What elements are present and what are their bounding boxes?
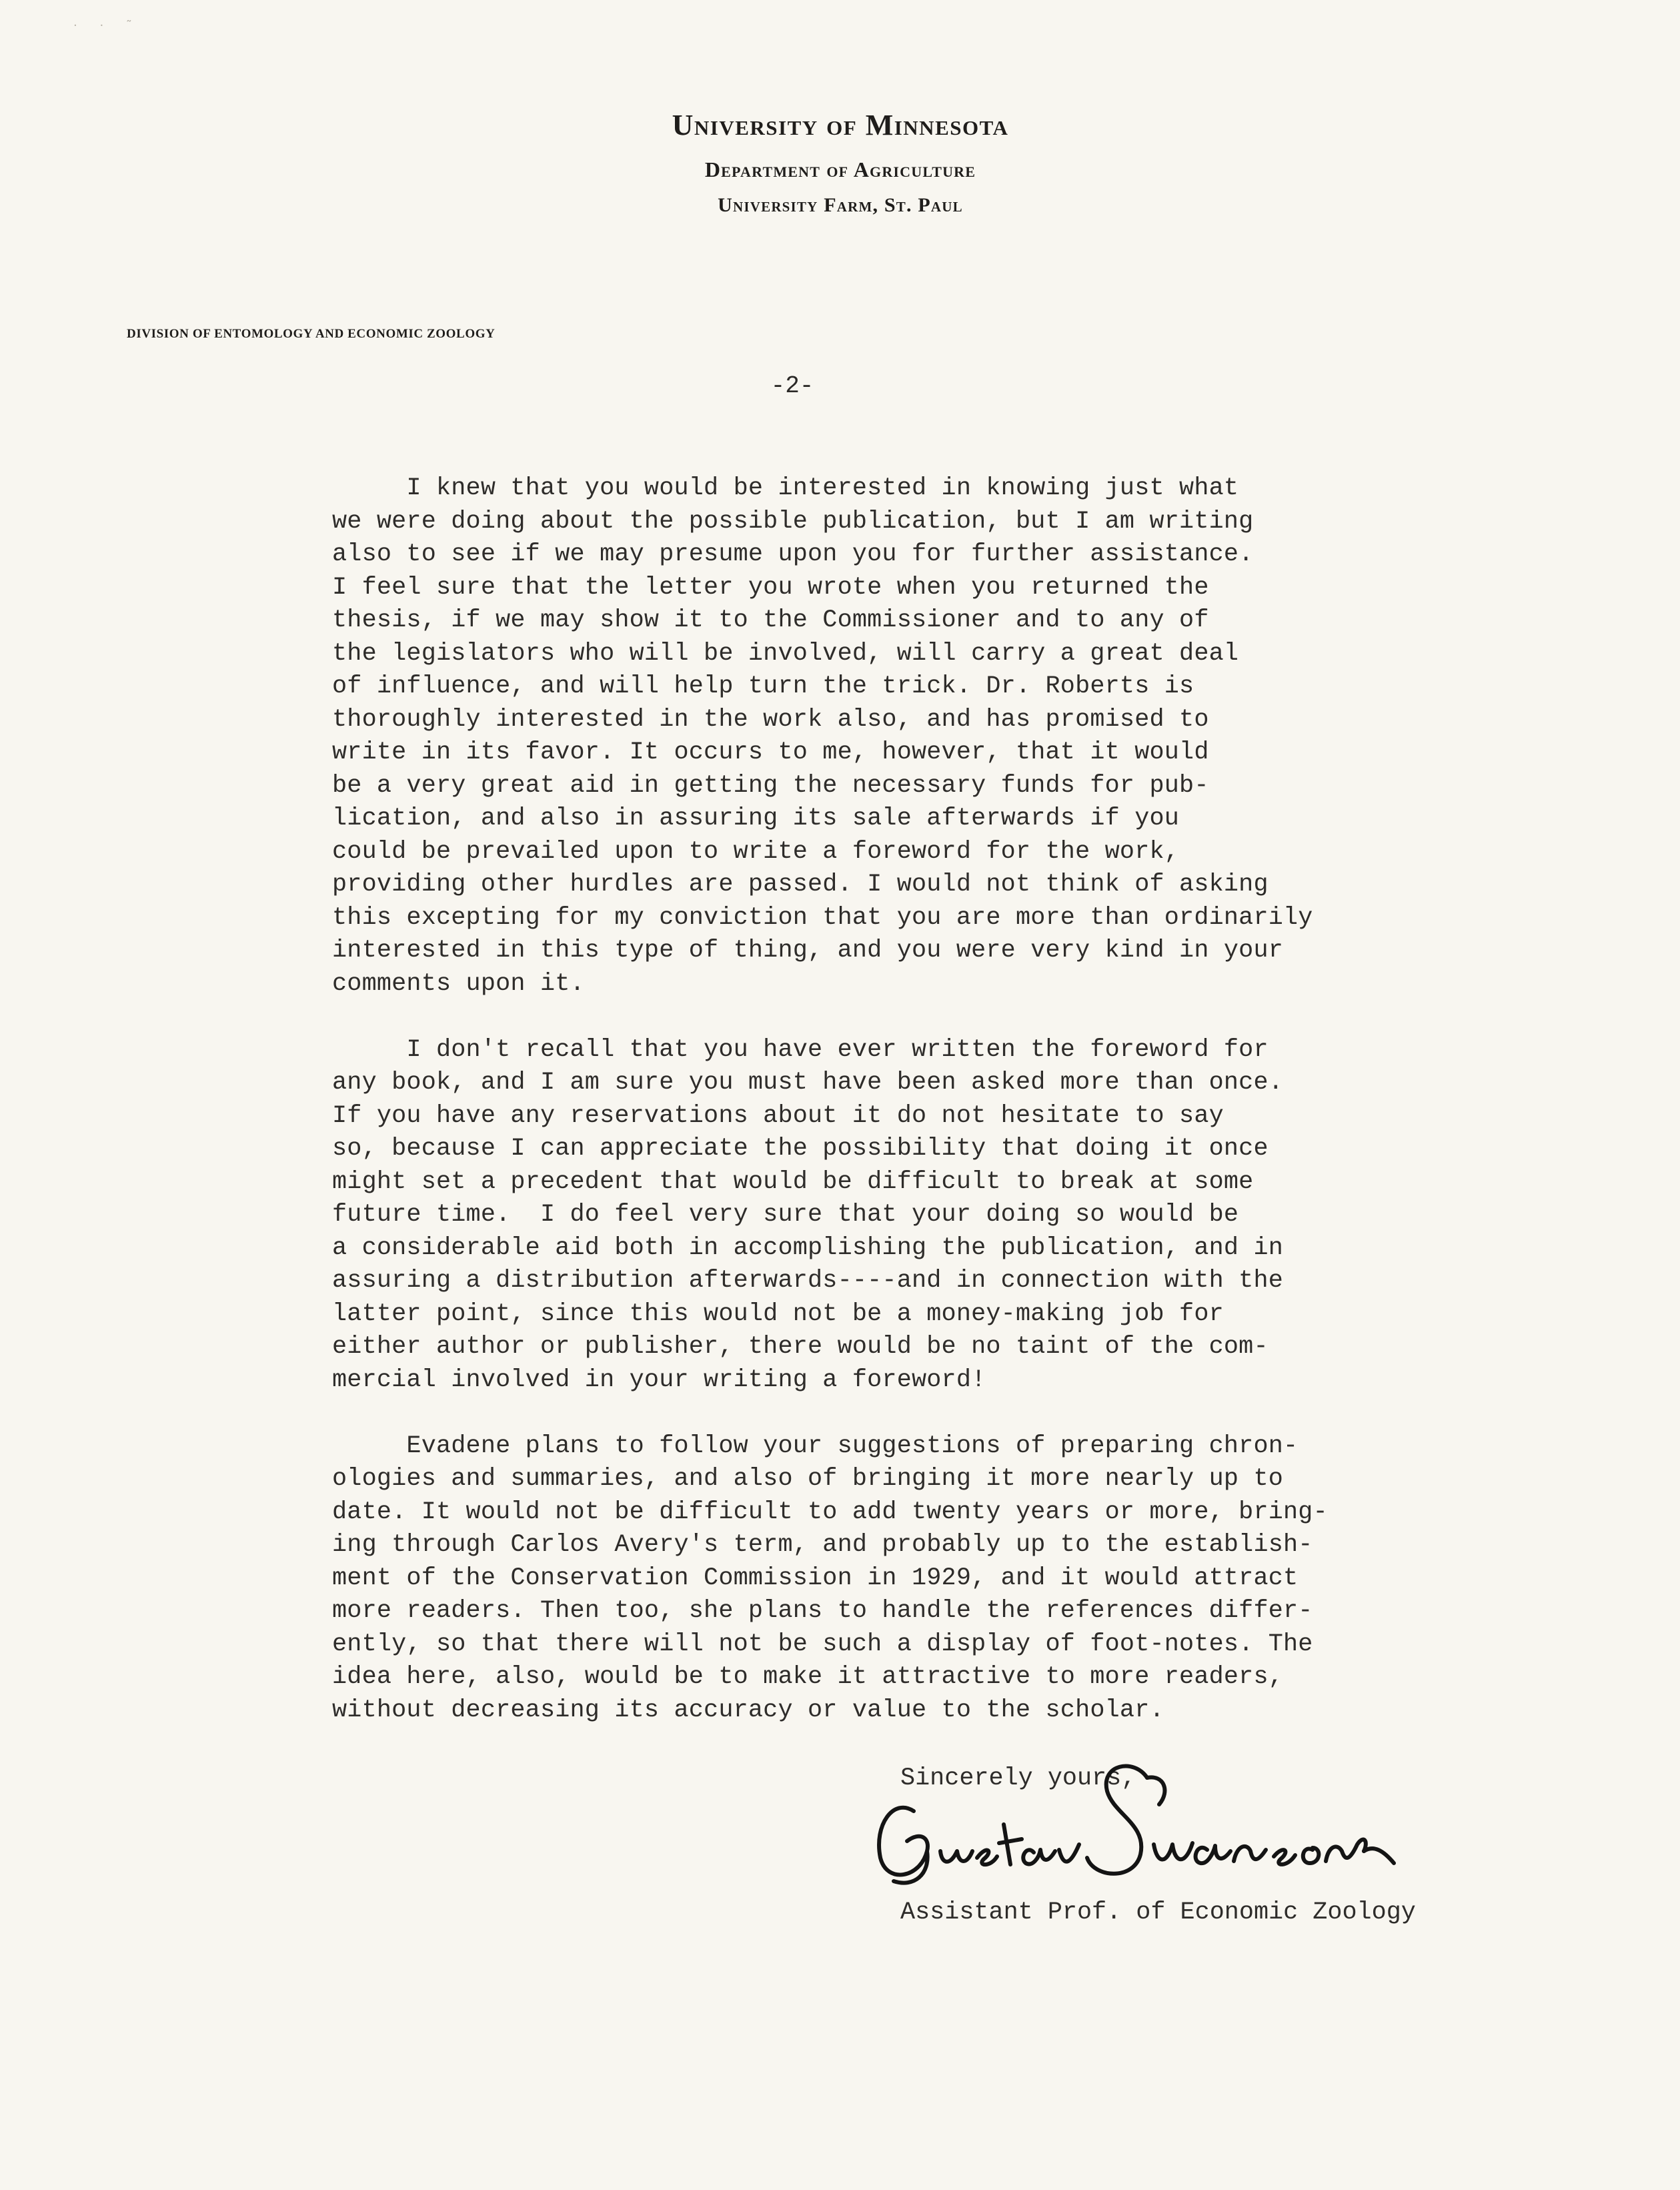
paragraph-1: I knew that you would be interested in knowing just what we were doing about the possible publication, but I am writing also to see if we may presume upon you for further assistance. I feel sure that the letter you wrote when you returned the thesis, if we may show it to the Commissioner and to any of the legislators who will be involved, will carry a great deal of influence, and will help turn the trick. Dr. Roberts is thoroughly interested in the work also, and has promised to write in its favor. It occurs to me, however, that it would be a very great aid in getting the necessary funds for pub- lication, and also in assuring its sale afterwards if you could be prevailed upon to write a foreword for the work, providing other hurdles are passed. I would not think of asking this excepting for my conviction that you are more than ordinarily interested in this type of thing, and you were very kind in your comments upon it. bbox=[332, 474, 1313, 998]
signature-drawing bbox=[867, 1751, 1467, 1911]
paragraph-2: I don't recall that you have ever written the foreword for any book, and I am sure you must have been asked more than once. If you have any reservations about it do not hesitate to say so, because I can appreciate the possibility that doing it once might set a precedent that would be difficult to break at some future time. I do feel very sure that your doing so would be a considerable aid both in accomplishing the publication, and in assuring a distribution afterwards----and in connection with the latter point, since this would not be a money-making job for either author or publisher, there would be no taint of the com- mercial involved in your writing a foreword! bbox=[332, 1035, 1284, 1394]
letter-body bbox=[332, 472, 1453, 1727]
closing-salutation: Sincerely yours, bbox=[900, 1764, 1136, 1792]
letterhead-university: University of Minnesota bbox=[672, 109, 1009, 141]
handwritten-signature bbox=[867, 1751, 1467, 1911]
letterhead-location: University Farm, St. Paul bbox=[718, 194, 963, 216]
paragraph-3: Evadene plans to follow your suggestions of preparing chron- ologies and summaries, and also of bringing it more nearly up to date. It would not be difficult to add twenty years or more, bring- ing through Carlos Avery's term, and probably up to the establish- ment of the Conservation Commission in 1929, and it would attract more readers. Then too, she plans to handle the references differ- ently, so that there will not be such a display of foot-notes. The idea here, also, would be to make it attractive to more readers, without decreasing its accuracy or value to the scholar. bbox=[332, 1432, 1328, 1724]
paper-speckles: · · ˜ bbox=[73, 19, 141, 33]
page-number: -2- bbox=[770, 372, 814, 400]
division-heading: DIVISION OF ENTOMOLOGY AND ECONOMIC ZOOLOGY bbox=[127, 327, 496, 341]
signer-title: Assistant Prof. of Economic Zoology bbox=[900, 1898, 1416, 1927]
letterhead-department: Department of Agriculture bbox=[704, 157, 976, 181]
